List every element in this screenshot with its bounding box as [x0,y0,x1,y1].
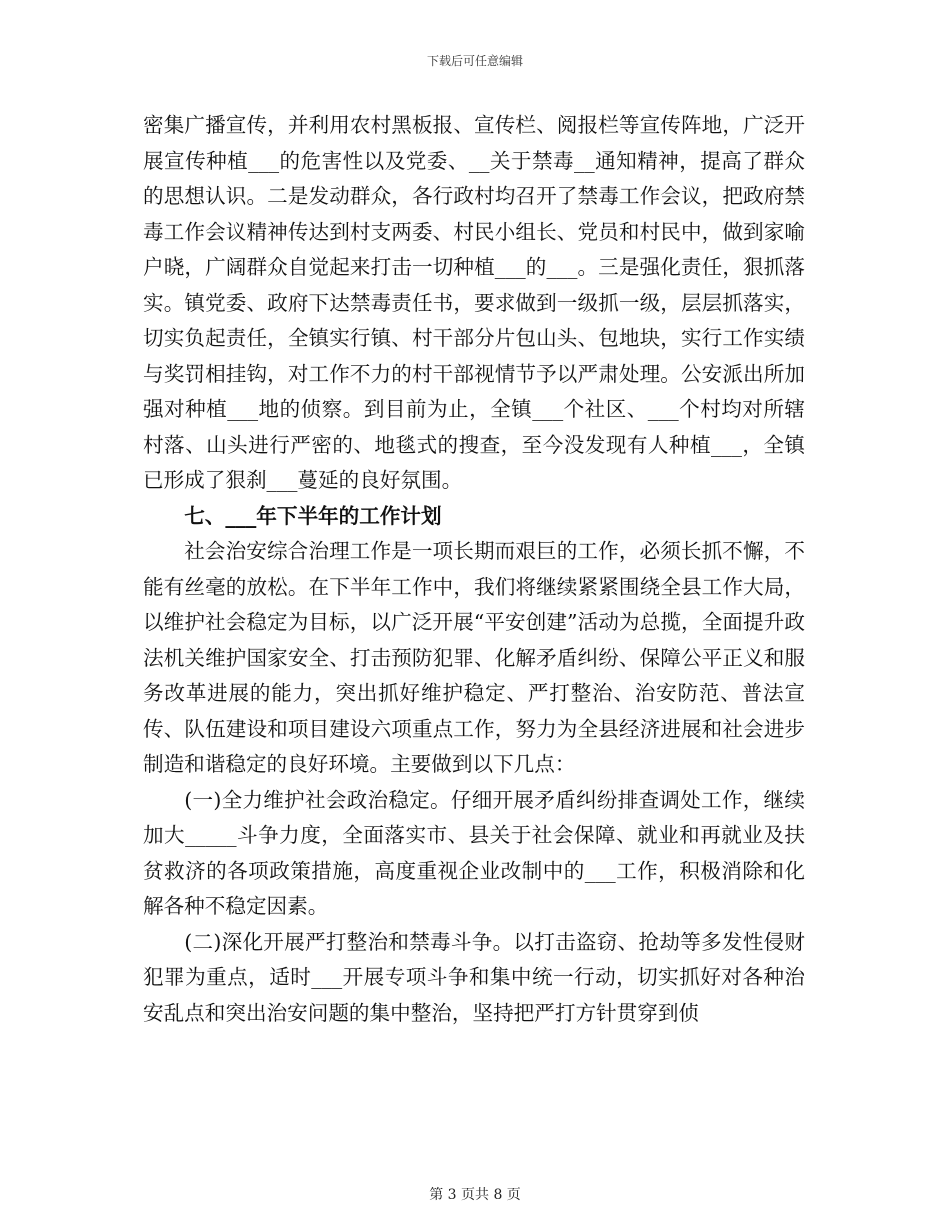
page-number: 第 3 页共 8 页 [429,1187,521,1203]
paragraph-item-1: (一)全力维护社会政治稳定。仔细开展矛盾纠纷排查调处工作，继续加大_____斗争力度，全面落实市、县关于社会保障、就业和再就业及扶贫救济的各项政策措施，高度重视企业改制中的___工作，积极消除和化解各种不稳定因素。 [143,787,805,918]
document-body [143,108,805,1031]
page-header: 下载后可任意编辑 [426,54,523,68]
paragraph-continued: 密集广播宣传，并利用农村黑板报、宣传栏、阅报栏等宣传阵地，广泛开展宣传种植___的危害性以及党委、__关于禁毒__通知精神，提高了群众的思想认识。二是发动群众，各行政村均召开了禁毒工作会议，把政府禁毒工作会议精神传达到村支两委、村民小组长、党员和村民中，做到家喻户晓，广阔群众自觉起来打击一切种植___的___。三是强化责任，狠抓落实。镇党委、政府下达禁毒责任书，要求做到一级抓一级，层层抓落实，切实负起责任，全镇实行镇、村干部分片包山头、包地块，实行工作实绩与奖罚相挂钩，对工作不力的村干部视情节予以严肃处理。公安派出所加强对种植___地的侦察。到目前为止，全镇___个社区、___个村均对所辖村落、山头进行严密的、地毯式的搜查，至今没发现有人种植___，全镇已形成了狠刹___蔓延的良好氛围。 [143,113,805,492]
paragraph-plan-intro: 社会治安综合治理工作是一项长期而艰巨的工作，必须长抓不懈，不能有丝毫的放松。在下半年工作中，我们将继续紧紧围绕全县工作大局，以维护社会稳定为目标，以广泛开展“平安创建”活动为总揽，全面提升政法机关维护国家安全、打击预防犯罪、化解矛盾纠纷、保障公平正义和服务改革进展的能力，突出抓好维护稳定、严打整治、治安防范、普法宣传、队伍建设和项目建设六项重点工作，努力为全县经济进展和社会进步制造和谐稳定的良好环境。主要做到以下几点： [143,539,805,776]
section-heading: 七、___年下半年的工作计划 [184,503,442,528]
paragraph-item-2: (二)深化开展严打整治和禁毒斗争。以打击盗窃、抢劫等多发性侵财犯罪为重点，适时___开展专项斗争和集中统一行动，切实抓好对各种治安乱点和突出治安问题的集中整治，坚持把严打方针贯穿到侦 [143,929,805,1025]
